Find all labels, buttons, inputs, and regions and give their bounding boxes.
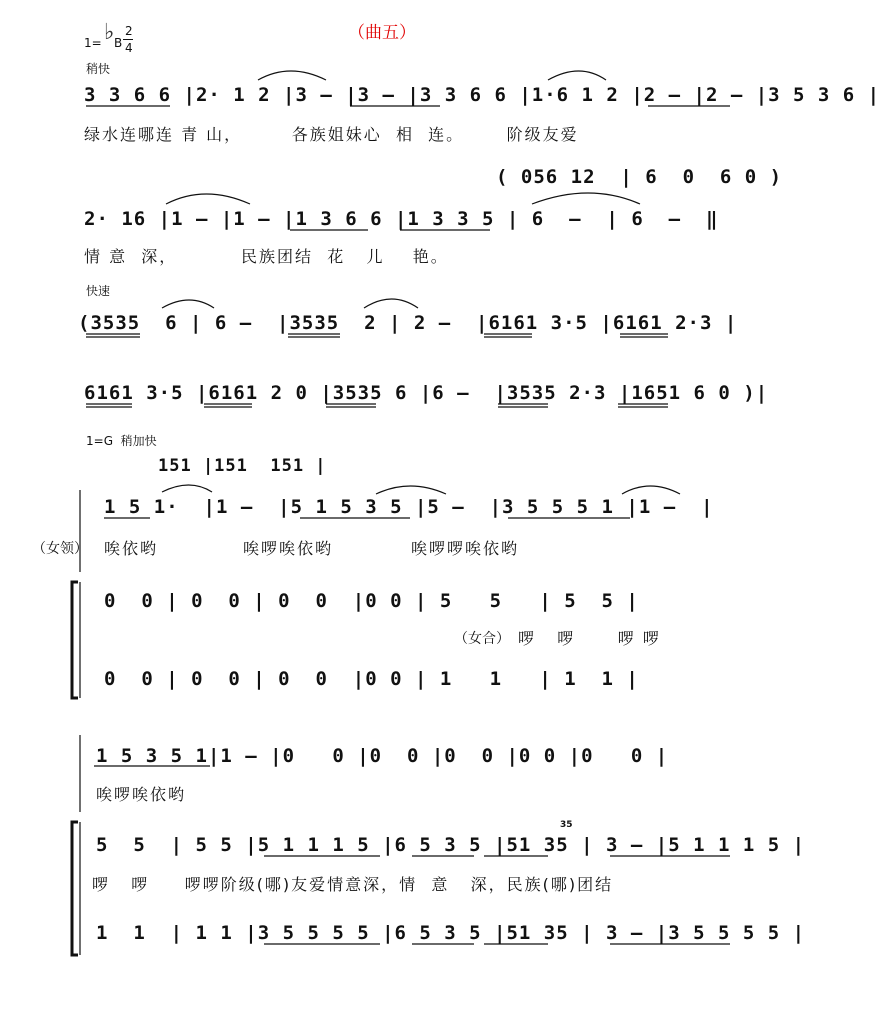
notation-line-2: 2· 16 |1 – |1 – |1 3 6 6 |1 3 3 5 | 6 – | 6 – ‖: [84, 208, 719, 230]
notation-line-9: 5 5 | 5 5 |5 1 1 1 5 |6 5 3 5 |51 35 | 3 – |5 1 1 1 5 |: [96, 834, 806, 856]
time-signature-top: 2: [125, 24, 133, 38]
piece-title: （曲五）: [348, 23, 416, 43]
female-lead-label: （女领）: [32, 541, 88, 557]
notation-line-6: 0 0 | 0 0 | 0 0 |0 0 | 5 5 | 5 5 |: [104, 590, 639, 612]
tempo-marking-1: 稍快: [86, 62, 111, 76]
notation-line-1: 3 3 6 6 |2· 1 2 |3 – |3 – |3 3 6 6 |1·6 1 2 |2 – |2 – |3 5 3 6 |: [84, 84, 880, 106]
key-change-marking: 1=G 稍加快: [86, 434, 157, 448]
key-prefix: 1=: [84, 36, 102, 50]
tempo-marking-2: 快速: [86, 284, 111, 298]
notation-line-3: (3535 6 | 6 – |3535 2 | 2 – |6161 3·5 |6161 2·3 |: [78, 312, 738, 334]
notation-line-4: 6161 3·5 |6161 2 0 |3535 6 |6 – |3535 2·3 |1651 6 0 )|: [84, 382, 769, 404]
notation-line-8: 1 5 3 5 1|1 – |0 0 |0 0 |0 0 |0 0 |0 0 |: [96, 745, 669, 767]
lyrics-line-8: 唉啰唉依哟: [96, 785, 187, 804]
lyrics-line-2: 情 意 深， 民族团结 花 儿 艳。: [84, 247, 449, 266]
notation-line-5: 1 5 1· |1 – |5 1 5 3 5 |5 – |3 5 5 5 1 |1 – |: [104, 496, 714, 518]
flat-sign: ♭: [104, 20, 115, 45]
time-signature-bottom: 4: [125, 41, 133, 55]
time-signature-line: [123, 39, 133, 40]
notation-line-7: 0 0 | 0 0 | 0 0 |0 0 | 1 1 | 1 1 |: [104, 668, 639, 690]
ornament-notes: 151 |151 151 |: [158, 456, 327, 476]
interlude-notes: ( 056 12 | 6 0 6 0 ): [496, 166, 783, 188]
female-chorus-label: （女合）: [454, 631, 510, 647]
key-note: B: [114, 36, 123, 50]
lyrics-line-9: 啰 啰 啰啰阶级(哪)友爱情意深，情 意 深，民族(哪)团结: [92, 875, 614, 894]
notation-line-10: 1 1 | 1 1 |3 5 5 5 5 |6 5 3 5 |51 35 | 3 – |3 5 5 5 5 |: [96, 922, 806, 944]
grace-note: 35: [560, 820, 573, 830]
lyrics-line-5: 唉依哟 唉啰唉依哟 唉啰啰唉依哟: [104, 539, 519, 558]
lyrics-line-6: 啰 啰 啰 啰: [518, 629, 661, 648]
lyrics-line-1: 绿水连哪连 青 山， 各族姐妹心 相 连。 阶级友爱: [84, 125, 579, 144]
